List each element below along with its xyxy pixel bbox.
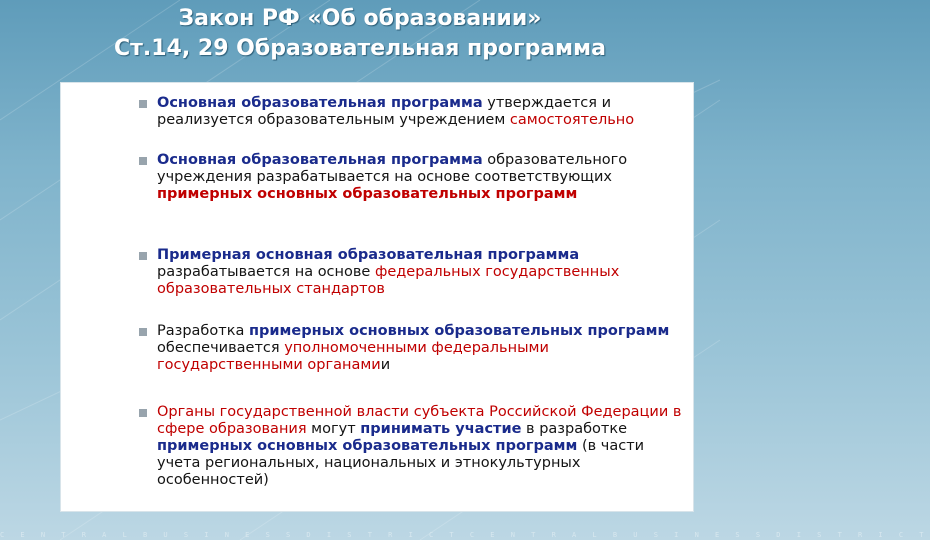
bullet-3-seg-1: Примерная основная образовательная программа bbox=[157, 247, 580, 263]
bullet-text bbox=[157, 152, 691, 203]
bullet-text bbox=[157, 95, 691, 129]
bullet-4-seg-3: обеспечивается bbox=[157, 340, 285, 356]
bullet-5-seg-1: Органы государственной власти субъекта Российской Федерации в сфере образования bbox=[157, 404, 682, 437]
square-bullet-icon bbox=[139, 100, 147, 108]
bullet-1-seg-2: утверждается и реализуется образовательным учреждением bbox=[157, 95, 612, 128]
title-line-2: Ст.14, 29 Образовательная программа bbox=[114, 36, 606, 61]
bullet-4-seg-5: и bbox=[380, 357, 391, 373]
title-line-1: Закон РФ «Об образовании» bbox=[178, 6, 542, 31]
bullet-3-seg-3: федеральных государственных образовательных стандартов bbox=[157, 264, 620, 297]
bullet-5-seg-4: в разработке bbox=[521, 421, 628, 437]
bullet-text bbox=[157, 247, 691, 298]
content-panel bbox=[60, 82, 694, 512]
bullet-5-seg-5: примерных основных образовательных программ bbox=[157, 438, 578, 454]
bullet-2-seg-1: Основная образовательная программа bbox=[157, 152, 483, 168]
square-bullet-icon bbox=[139, 328, 147, 336]
bullet-5-seg-2: могут bbox=[306, 421, 361, 437]
bullet-2-seg-3: примерных основных образовательных программ bbox=[157, 186, 578, 202]
bullet-5-seg-3: принимать участие bbox=[360, 421, 522, 437]
bullet-4-seg-4: уполномоченными федеральными государственными органами bbox=[157, 340, 549, 373]
bullet-1-seg-1: Основная образовательная программа bbox=[157, 95, 483, 111]
bullet-2-seg-2: образовательного учреждения разрабатывается на основе соответствующих bbox=[157, 152, 628, 185]
square-bullet-icon bbox=[139, 157, 147, 165]
bullet-3-seg-2: разрабатывается на основе bbox=[157, 264, 375, 280]
bullet-text bbox=[157, 404, 691, 489]
square-bullet-icon bbox=[139, 252, 147, 260]
square-bullet-icon bbox=[139, 409, 147, 417]
footer-strip: C E N T R A L B U S I N E S S D I S T R I C T C E N T R A L B U S I N E S S D I S T R I C T bbox=[0, 531, 930, 539]
bullet-1-seg-3: самостоятельно bbox=[509, 112, 635, 128]
slide-title bbox=[0, 4, 720, 64]
bullet-4-seg-1: Разработка bbox=[157, 323, 249, 339]
bullet-text bbox=[157, 323, 691, 374]
bullet-5-seg-6: (в части учета региональных, национальных и этнокультурных особенностей) bbox=[157, 438, 645, 488]
bullet-4-seg-2: примерных основных образовательных программ bbox=[248, 323, 670, 339]
